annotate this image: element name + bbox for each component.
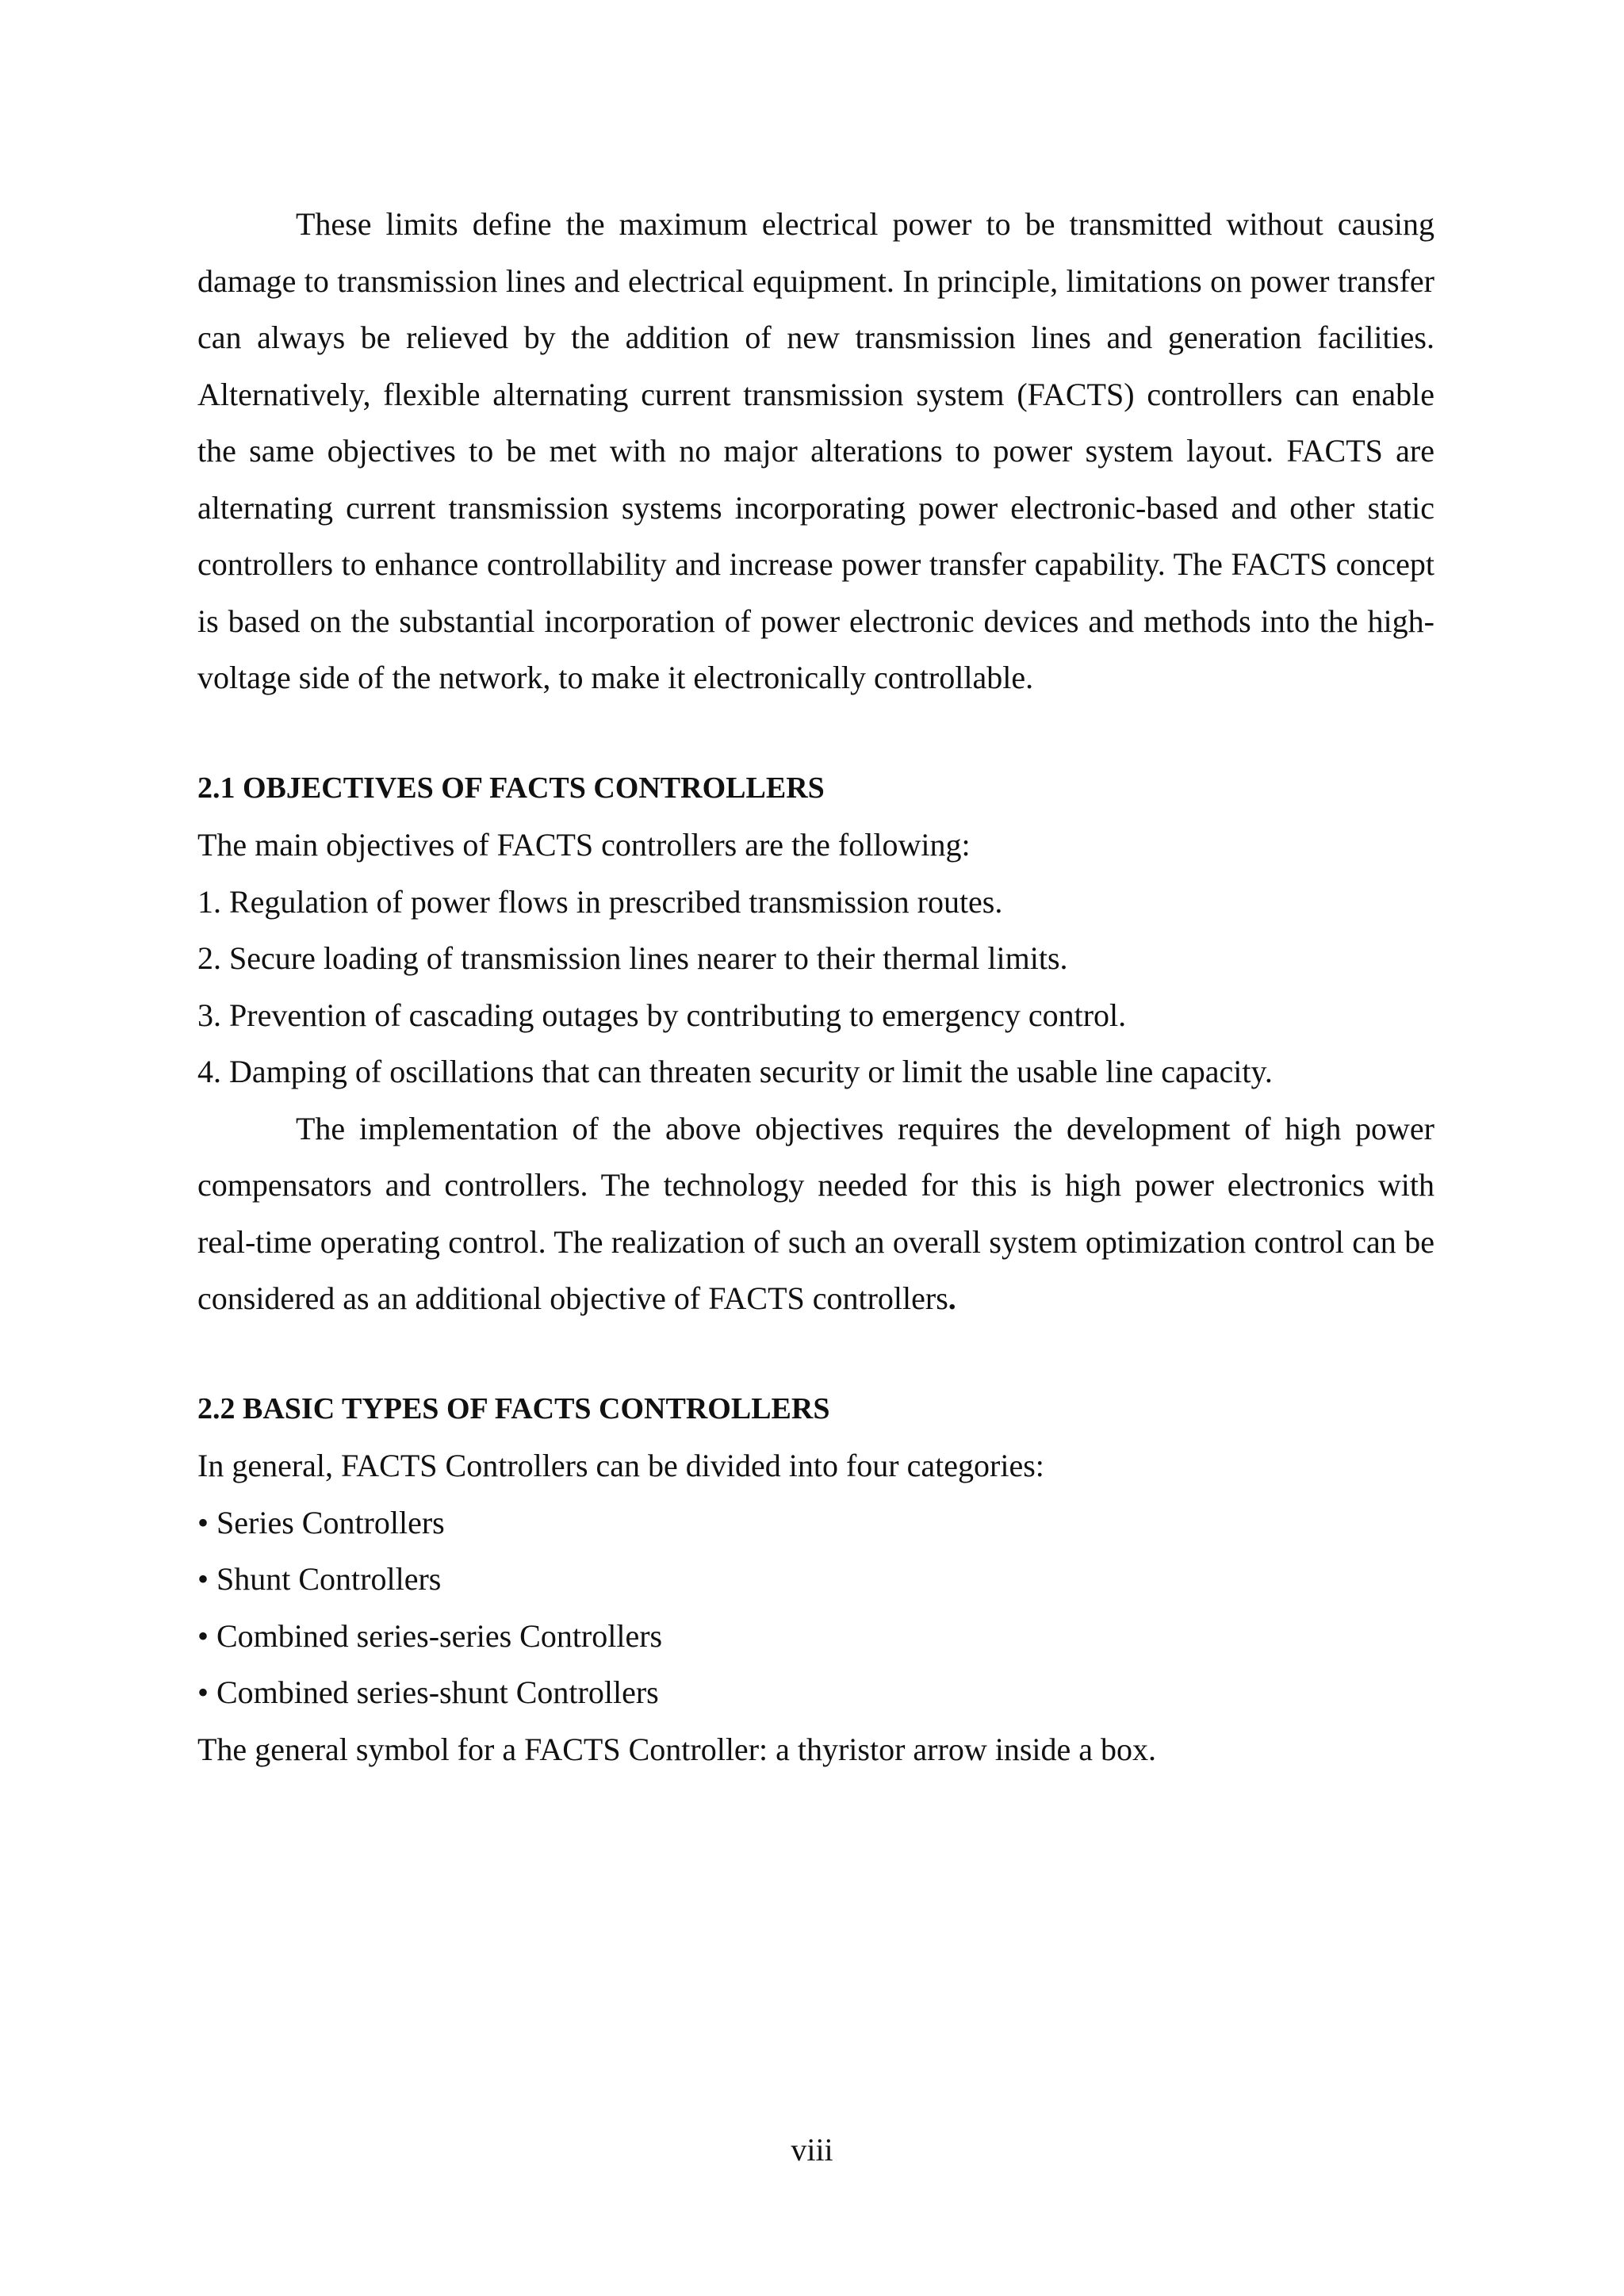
objectives-paragraph xyxy=(197,1100,1434,1327)
page-body xyxy=(197,196,1434,1777)
section-objectives xyxy=(197,760,1434,1327)
list-item: • Shunt Controllers xyxy=(197,1561,442,1597)
list-item: • Combined series-shunt Controllers xyxy=(197,1674,659,1710)
basic-types-lead: In general, FACTS Controllers can be divided into four categories: xyxy=(197,1448,1044,1483)
list-item: 1. Regulation of power flows in prescribed transmission routes. xyxy=(197,883,1003,920)
intro-paragraph: These limits define the maximum electrical power to be transmitted without causing damage to transmission lines and electrical equipment. In principle, limitations on power transfer can always be relieved by the addition of new transmission lines and generation facilities. Alternatively, flexible alternating current transmission system (FACTS) controllers can enable the same objectives to be met with no major alterations to power system layout. FACTS are alternating current transmission systems incorporating power electronic-based and other static controllers to enhance controllability and increase power transfer capability. The FACTS concept is based on the substantial incorporation of power electronic devices and methods into the high-voltage side of the network, to make it electronically controllable. xyxy=(197,206,1434,695)
list-item: 4. Damping of oscillations that can threaten security or limit the usable line capacity. xyxy=(197,1054,1273,1089)
objectives-paragraph-end: . xyxy=(948,1280,956,1316)
section-spacer xyxy=(197,706,1434,760)
section-heading-objectives: 2.1 OBJECTIVES OF FACTS CONTROLLERS xyxy=(197,771,825,805)
objectives-lead: The main objectives of FACTS controllers are the following: xyxy=(197,827,971,863)
list-item: 2. Secure loading of transmission lines nearer to their thermal limits. xyxy=(197,940,1068,976)
section-spacer xyxy=(197,1327,1434,1381)
page-number: viii xyxy=(791,2132,833,2168)
section-heading-basic-types: 2.2 BASIC TYPES OF FACTS CONTROLLERS xyxy=(197,1391,830,1425)
objectives-paragraph-text: The implementation of the above objectives requires the development of high power compensators and controllers. The technology needed for this is high power electronics with real-time operating control. The realization of such an overall system optimization control can be considered as an additional objective of FACTS controllers xyxy=(197,1110,1434,1316)
section-basic-types xyxy=(197,1381,1434,1778)
basic-types-closing: The general symbol for a FACTS Controller: a thyristor arrow inside a box. xyxy=(197,1731,1157,1767)
list-item: 3. Prevention of cascading outages by contributing to emergency control. xyxy=(197,997,1127,1033)
list-item: • Series Controllers xyxy=(197,1504,445,1540)
list-item: • Combined series-series Controllers xyxy=(197,1617,663,1654)
